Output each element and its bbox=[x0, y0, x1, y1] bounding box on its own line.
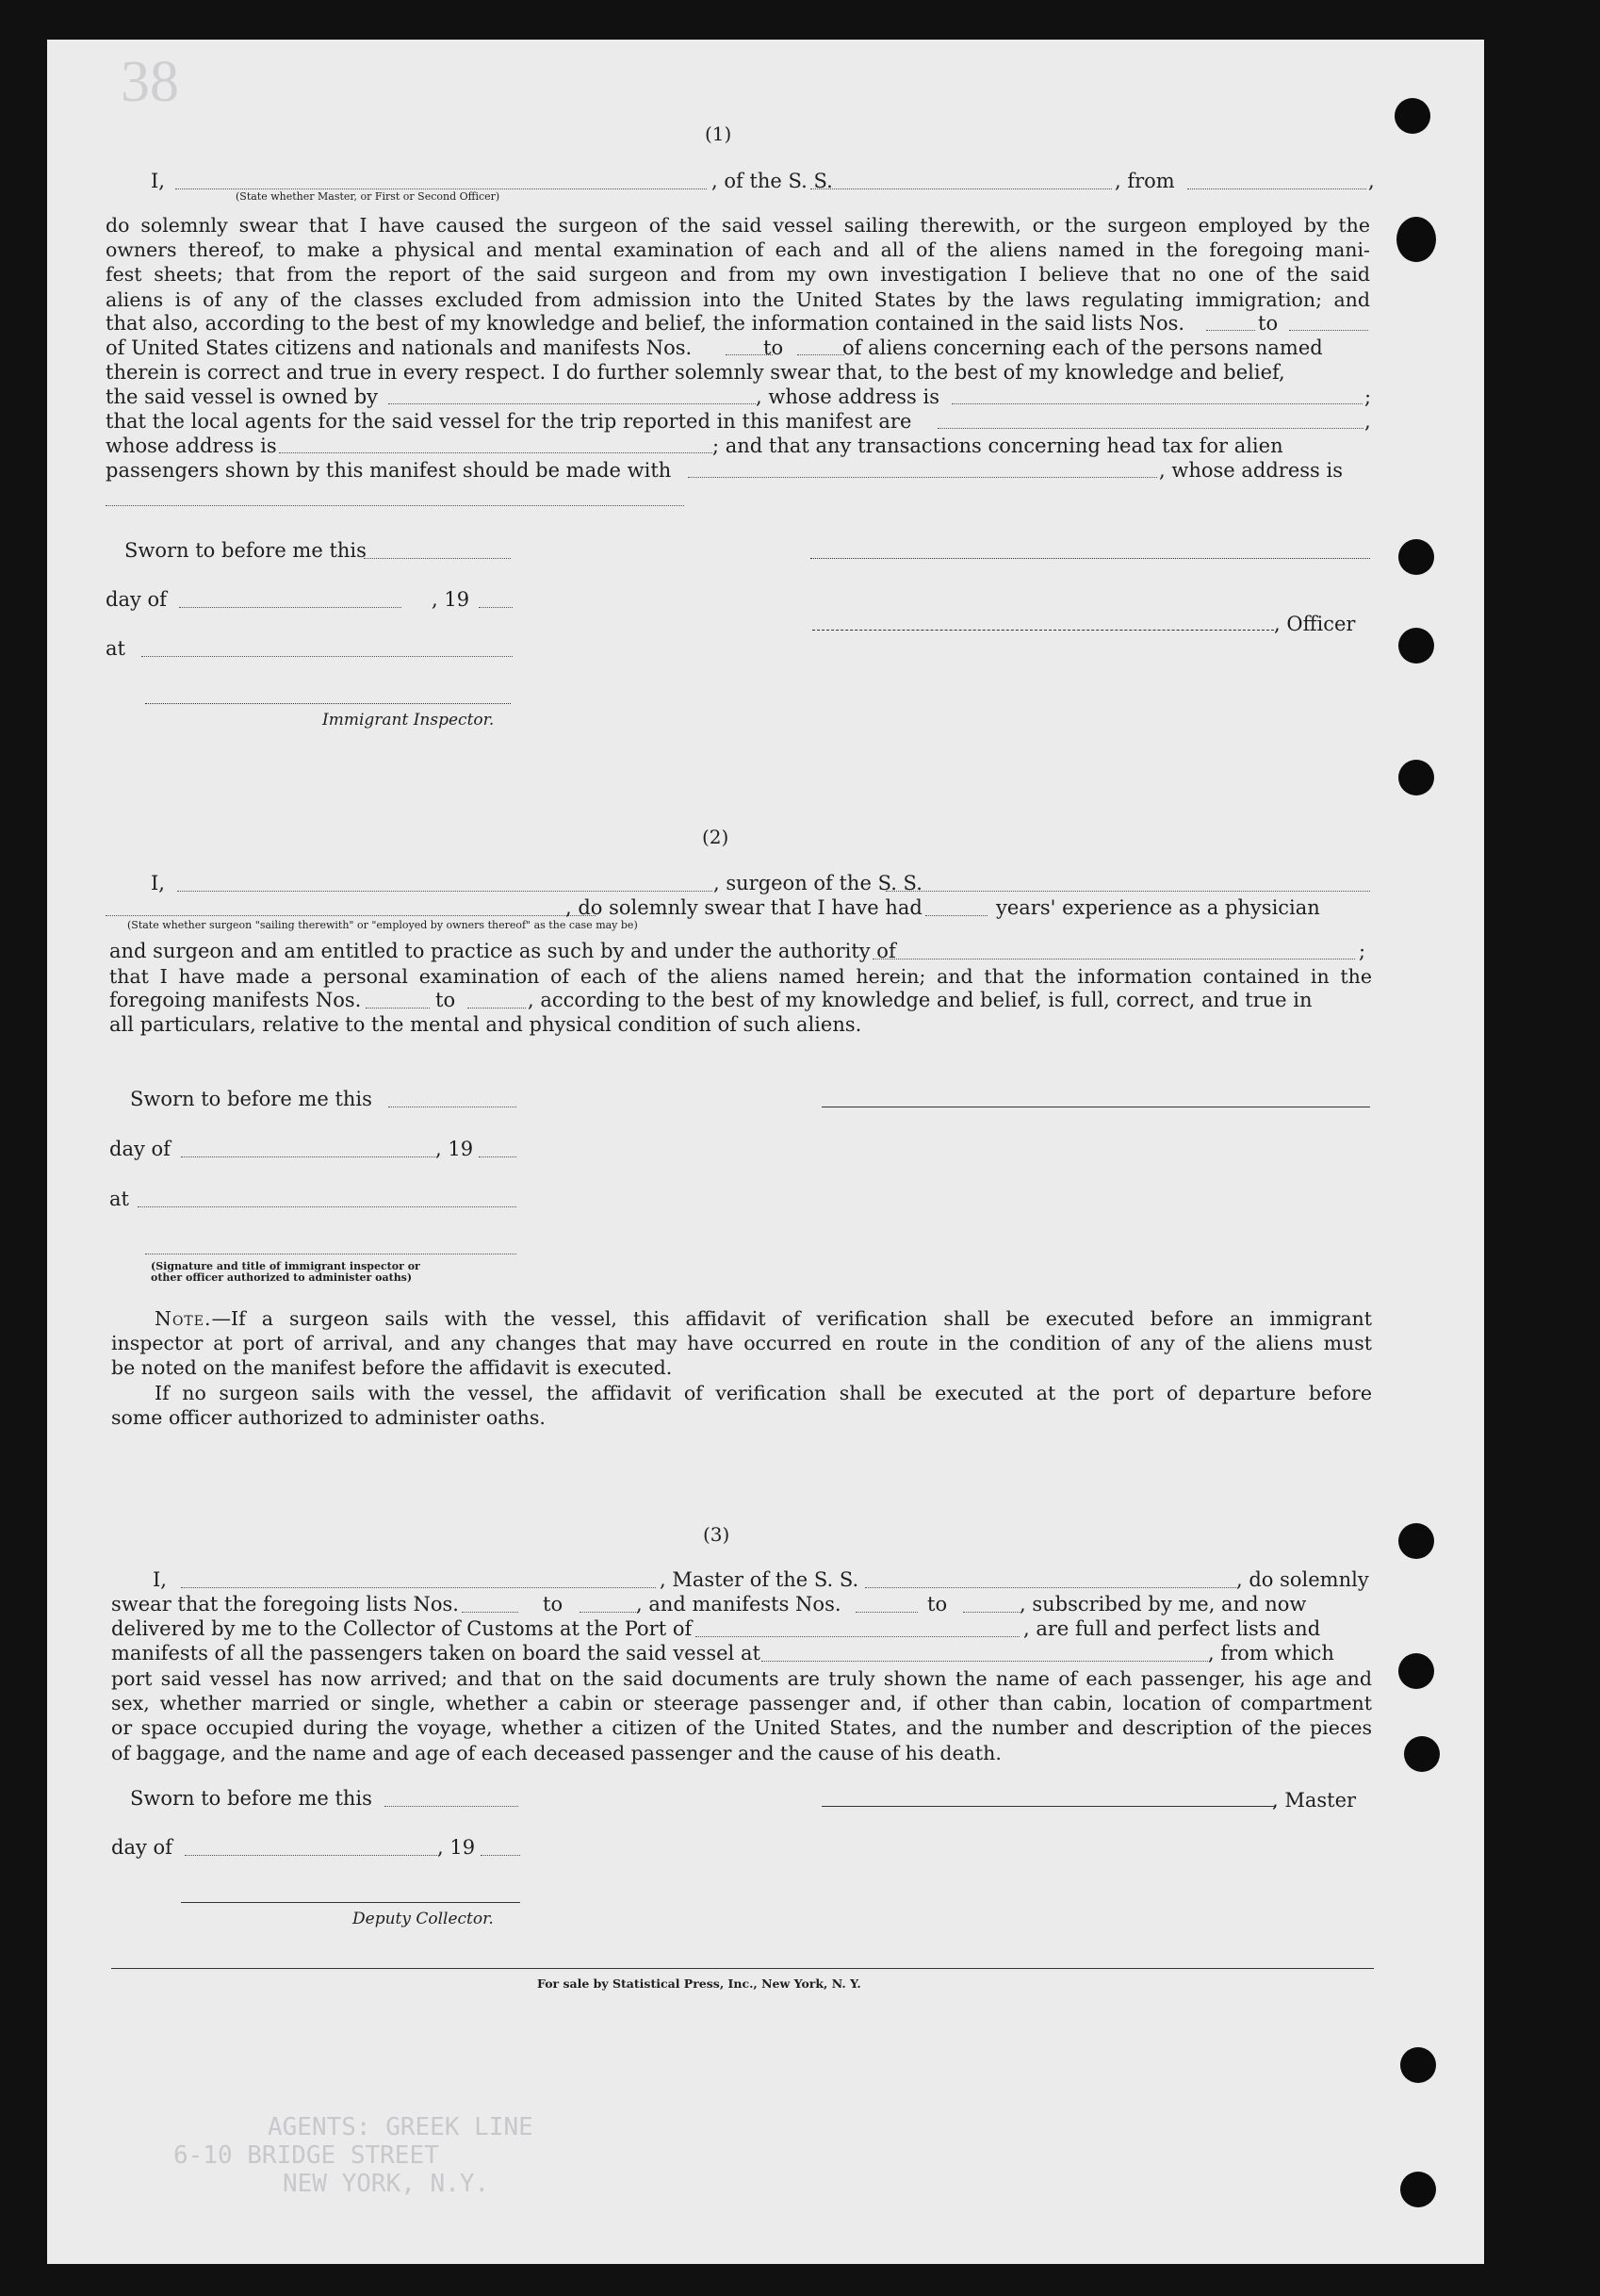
punch-hole bbox=[1400, 2172, 1436, 2207]
s1-line11: passengers shown by this manifest should be made with bbox=[106, 459, 672, 482]
page-number: 38 bbox=[121, 50, 179, 114]
s2-hint: (State whether surgeon "sailing therewith" or "employed by owners thereof" as the case may be) bbox=[127, 919, 638, 931]
s1-agents-address-field[interactable] bbox=[279, 452, 712, 453]
s1-semicolon: ; bbox=[1364, 385, 1372, 408]
s1-line: aliens is of any of the classes excluded from admission into the United States by the laws regulating immigration; and bbox=[106, 287, 1370, 311]
s3-manifests-to-field[interactable] bbox=[963, 1612, 1020, 1613]
s1-comma-2: , bbox=[1364, 410, 1371, 433]
s1-at: at bbox=[106, 637, 125, 660]
s2-years-field[interactable] bbox=[925, 915, 988, 916]
s3-l2a: swear that the foregoing lists Nos. bbox=[111, 1593, 459, 1615]
s3-line: or space occupied during the voyage, whether a citizen of the United States, and the number and description of the pieces bbox=[111, 1716, 1372, 1740]
s2-surgeon-name-field[interactable] bbox=[177, 891, 712, 892]
note-line-1 bbox=[111, 1306, 1372, 1331]
punch-hole bbox=[1396, 217, 1436, 262]
s1-line: do solemnly swear that I have caused the surgeon of the said vessel sailing therewith, or the surgeon employed by the bbox=[106, 214, 1370, 237]
s1-lists-to-field[interactable] bbox=[1289, 330, 1368, 331]
footer-text: For sale by Statistical Press, Inc., New York, N. Y. bbox=[537, 1976, 861, 1991]
s2-nineteen: , 19 bbox=[435, 1138, 474, 1160]
s3-master-label: , Master bbox=[1272, 1789, 1357, 1812]
s2-sworn: Sworn to before me this bbox=[130, 1088, 372, 1110]
s1-line9: that the local agents for the said vessel for the trip reported in this manifest are bbox=[106, 410, 912, 433]
s2-line5c: , according to the best of my knowledge and belief, is full, correct, and true in bbox=[528, 989, 1313, 1011]
s3-master-name-field[interactable] bbox=[181, 1587, 656, 1588]
s1-lists-from-field[interactable] bbox=[1206, 330, 1255, 331]
s3-line: port said vessel has now arrived; and that on the said documents are truly shown the name of each passenger, his age and bbox=[111, 1667, 1372, 1690]
section-3-number: (3) bbox=[703, 1523, 730, 1546]
s1-sworn-day-field[interactable] bbox=[364, 558, 511, 559]
section-1-number: (1) bbox=[705, 123, 732, 145]
s1-of-aliens: of aliens concerning each of the persons named bbox=[842, 336, 1323, 359]
s1-line8: the said vessel is owned by bbox=[106, 385, 379, 408]
s2-years: years' experience as a physician bbox=[996, 896, 1320, 919]
s2-line3: and surgeon and am entitled to practice as such by and under the authority of bbox=[109, 940, 896, 962]
s1-whose-address: , whose address is bbox=[756, 385, 939, 408]
section-2-number: (2) bbox=[702, 826, 729, 848]
note-text-2: inspector at port of arrival, and any changes that may have occurred en route in the condition of any of the aliens must bbox=[111, 1332, 1372, 1355]
s1-inspector-label: Immigrant Inspector. bbox=[322, 711, 495, 730]
s1-hint: (State whether Master, or First or Second Officer) bbox=[236, 190, 500, 203]
s3-lists-to-field[interactable] bbox=[580, 1612, 638, 1613]
s3-sworn-day-field[interactable] bbox=[384, 1806, 518, 1807]
s3-ship-field[interactable] bbox=[865, 1587, 1236, 1588]
stamp-line-3: NEW YORK, N.Y. bbox=[283, 2170, 490, 2198]
stamp-line-2: 6-10 BRIDGE STREET bbox=[173, 2141, 439, 2170]
s1-line7: therein is correct and true in every respect. I do further solemnly swear that, to the best of my knowledge and belief, bbox=[106, 361, 1285, 384]
s3-l3b: , are full and perfect lists and bbox=[1023, 1617, 1321, 1640]
s3-master-of: , Master of the S. S. bbox=[660, 1568, 859, 1591]
s3-l3a: delivered by me to the Collector of Customs at the Port of bbox=[111, 1617, 693, 1640]
s1-inspector-sig-line[interactable] bbox=[145, 703, 511, 704]
punch-hole bbox=[1395, 98, 1430, 134]
note-text-5: some officer authorized to administer oaths. bbox=[111, 1405, 546, 1429]
s1-owner-address-field[interactable] bbox=[952, 403, 1363, 404]
s3-line: sex, whether married or single, whether a cabin or steerage passenger and, if other than cabin, location of compartment bbox=[111, 1692, 1372, 1715]
s2-at-field[interactable] bbox=[138, 1206, 516, 1207]
s3-month-field[interactable] bbox=[185, 1855, 437, 1856]
s3-lists-from-field[interactable] bbox=[462, 1612, 518, 1613]
s2-day-of: day of bbox=[109, 1138, 171, 1160]
s1-head-tax-address-field[interactable] bbox=[106, 505, 684, 506]
s3-l2b: to bbox=[543, 1593, 563, 1615]
s3-day-of: day of bbox=[111, 1836, 172, 1859]
note-block bbox=[111, 1306, 1372, 1430]
document-page bbox=[47, 40, 1484, 2264]
s2-swear: , do solemnly swear that I have had bbox=[565, 896, 922, 919]
s1-comma: , bbox=[1368, 170, 1375, 192]
s1-line: owners thereof, to make a physical and mental examination of each and all of the aliens named in the foregoing mani- bbox=[106, 238, 1370, 262]
s1-of-ss: , of the S. S. bbox=[711, 170, 833, 192]
s1-head-tax: ; and that any transactions concerning head tax for alien bbox=[712, 435, 1283, 457]
note-text-4: If no surgeon sails with the vessel, the affidavit of verification shall be executed at the port of departure before bbox=[155, 1381, 1372, 1404]
s2-year-field[interactable] bbox=[479, 1156, 516, 1157]
s2-inspector-sig-line[interactable] bbox=[145, 1254, 516, 1255]
s3-port-field[interactable] bbox=[695, 1636, 1020, 1637]
stamp-line-1: AGENTS: GREEK LINE bbox=[268, 2113, 533, 2141]
note-text-3: be noted on the manifest before the affidavit is executed. bbox=[111, 1356, 673, 1380]
s3-manifests-from-field[interactable] bbox=[856, 1612, 918, 1613]
s3-nineteen: , 19 bbox=[437, 1836, 476, 1859]
s1-line: fest sheets; that from the report of the said surgeon and from my own investigation I believe that no one of the said bbox=[106, 263, 1370, 287]
s3-l4a: manifests of all the passengers taken on board the said vessel at bbox=[111, 1642, 760, 1665]
s1-day-of: day of bbox=[106, 588, 167, 611]
punch-hole bbox=[1398, 1653, 1434, 1689]
s3-do-solemnly: , do solemnly bbox=[1236, 1568, 1369, 1591]
s2-sig-hint-2: other officer authorized to administer oaths) bbox=[151, 1271, 413, 1284]
s3-sworn: Sworn to before me this bbox=[130, 1787, 372, 1810]
s2-line5a: foregoing manifests Nos. bbox=[109, 989, 362, 1011]
punch-hole bbox=[1398, 628, 1434, 664]
s2-surgeon-of: , surgeon of the S. S. bbox=[713, 872, 922, 894]
s1-line5: that also, according to the best of my knowledge and belief, the information contained in the said lists Nos. bbox=[106, 312, 1185, 335]
s1-line6: of United States citizens and nationals and manifests Nos. bbox=[106, 336, 693, 359]
punch-hole bbox=[1398, 760, 1434, 795]
s2-line6: all particulars, relative to the mental and physical condition of such aliens. bbox=[109, 1013, 862, 1036]
s2-manifest-to-field[interactable] bbox=[467, 1008, 526, 1009]
s1-i: I, bbox=[151, 170, 165, 192]
s3-l2c: , and manifests Nos. bbox=[636, 1593, 841, 1615]
s1-sworn: Sworn to before me this bbox=[124, 539, 367, 562]
s3-paragraph bbox=[111, 1666, 1372, 1765]
s3-year-field[interactable] bbox=[481, 1855, 520, 1856]
s2-at: at bbox=[109, 1188, 129, 1210]
s2-manifest-from-field[interactable] bbox=[366, 1008, 430, 1009]
s2-line5b: to bbox=[435, 989, 456, 1011]
s2-ship-field[interactable] bbox=[886, 891, 1370, 892]
s3-line: of baggage, and the name and age of each deceased passenger and the cause of his death. bbox=[111, 1741, 1002, 1764]
s2-month-field[interactable] bbox=[181, 1156, 435, 1157]
s3-collector-label: Deputy Collector. bbox=[352, 1910, 494, 1928]
s3-master-sig-line[interactable] bbox=[822, 1806, 1276, 1807]
s1-from: , from bbox=[1115, 170, 1175, 192]
punch-hole bbox=[1398, 1523, 1434, 1559]
s3-embark-port-field[interactable] bbox=[761, 1661, 1210, 1662]
s1-to-1: to bbox=[1258, 312, 1279, 335]
s1-manifests-to-field[interactable] bbox=[797, 354, 844, 355]
punch-hole bbox=[1398, 539, 1434, 575]
s1-whose-address-end: , whose address is bbox=[1159, 459, 1343, 482]
s2-line3-end: ; bbox=[1359, 940, 1366, 962]
s2-line4-wrap bbox=[109, 964, 1372, 989]
note-text-1: —If a surgeon sails with the vessel, this affidavit of verification shall be executed before an immigrant bbox=[211, 1307, 1372, 1330]
footer-rule bbox=[111, 1968, 1374, 1969]
s1-paragraph bbox=[106, 213, 1370, 312]
s3-collector-sig-line[interactable] bbox=[181, 1902, 520, 1903]
s3-i: I, bbox=[153, 1568, 167, 1591]
s1-line10: whose address is bbox=[106, 435, 277, 457]
s3-l4b: , from which bbox=[1208, 1642, 1334, 1665]
s1-head-tax-field[interactable] bbox=[688, 477, 1157, 478]
s3-l2d: to bbox=[927, 1593, 948, 1615]
s2-surgeon-type-field[interactable] bbox=[106, 915, 596, 916]
s1-year-field[interactable] bbox=[479, 607, 513, 608]
s1-signature-line[interactable] bbox=[810, 558, 1370, 559]
s3-l2e: , subscribed by me, and now bbox=[1020, 1593, 1307, 1615]
punch-hole bbox=[1400, 2047, 1436, 2083]
note-label: Note. bbox=[155, 1307, 212, 1330]
s2-i: I, bbox=[151, 872, 165, 894]
s1-at-field[interactable] bbox=[141, 656, 513, 657]
agent-stamp bbox=[106, 2113, 533, 2198]
s2-sig-hint-1: (Signature and title of immigrant inspector or bbox=[151, 1260, 420, 1272]
s1-officer-line[interactable] bbox=[812, 630, 1274, 631]
s1-month-field[interactable] bbox=[179, 607, 401, 608]
s2-line4: that I have made a personal examination of each of the aliens named herein; and that the information contained in the bbox=[109, 965, 1372, 988]
s1-to-2: to bbox=[763, 336, 784, 359]
s1-nineteen: , 19 bbox=[432, 588, 470, 611]
punch-hole bbox=[1404, 1736, 1440, 1772]
s1-officer-label: , Officer bbox=[1274, 613, 1356, 635]
s1-owner-field[interactable] bbox=[388, 403, 756, 404]
s1-agents-field[interactable] bbox=[938, 428, 1363, 429]
